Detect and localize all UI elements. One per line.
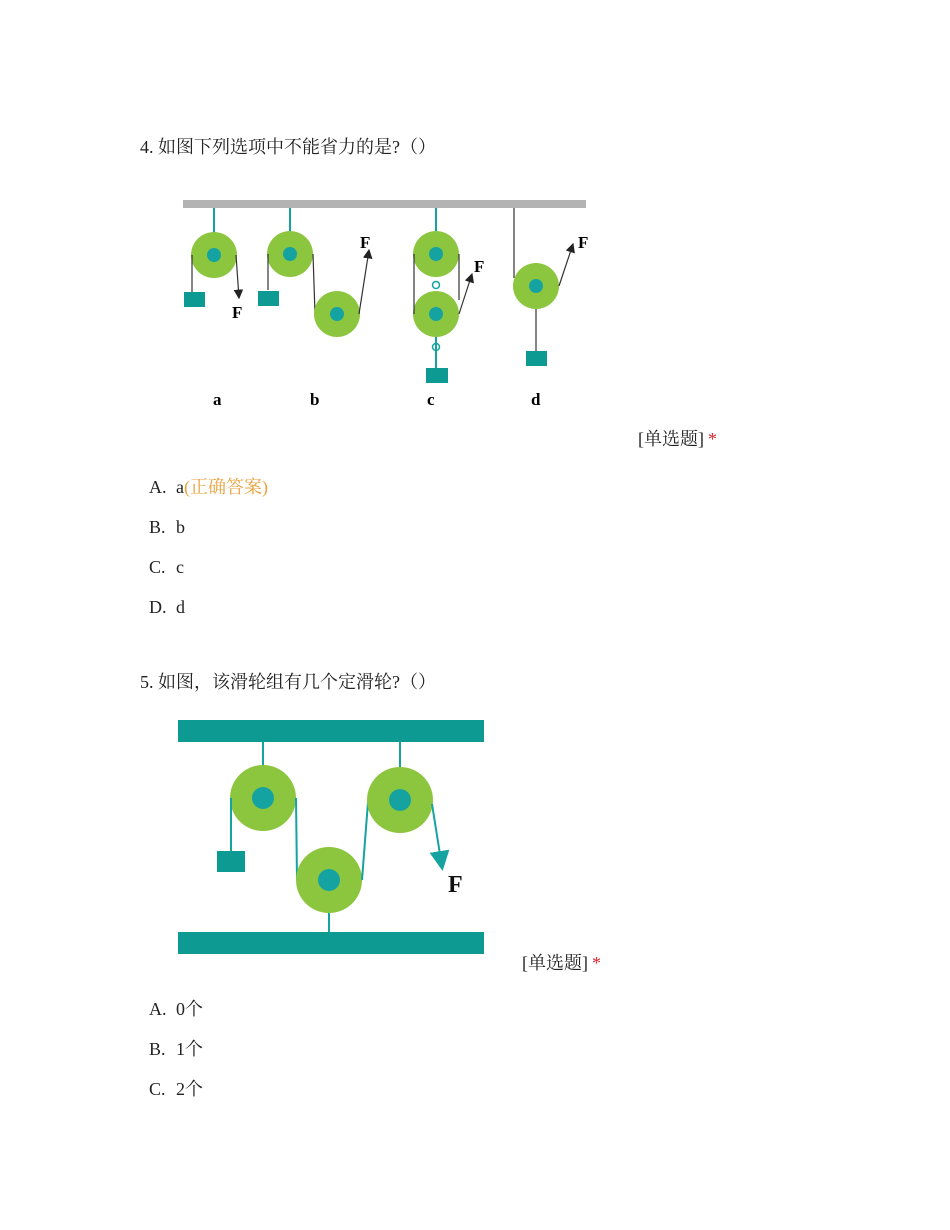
question-5-title — [140, 671, 436, 693]
pulley-system-d — [513, 208, 588, 366]
ceiling-beam — [183, 200, 586, 208]
pulley-system-c — [413, 208, 484, 383]
option-letter: B. — [149, 1039, 166, 1059]
top-beam — [178, 720, 484, 742]
question-4-option-d[interactable] — [149, 596, 185, 618]
label-b: b — [310, 390, 320, 409]
option-letter: D. — [149, 597, 167, 617]
question-4-option-b[interactable] — [149, 516, 185, 538]
option-text: c — [176, 557, 184, 577]
option-text: b — [176, 517, 185, 537]
required-mark: * — [708, 429, 717, 449]
question-5-figure — [170, 712, 500, 972]
option-text: 1个 — [176, 1039, 203, 1059]
label-d: d — [531, 390, 541, 409]
question-number: 4. — [140, 137, 154, 157]
pulley-system-a — [184, 208, 242, 322]
force-label: F — [474, 257, 485, 276]
question-4-type — [638, 428, 717, 450]
question-type-label: [单选题] — [638, 429, 704, 449]
option-letter: A. — [149, 999, 167, 1019]
pulley-options-diagram — [170, 190, 600, 420]
option-letter: A. — [149, 477, 167, 497]
question-type-label: [单选题] — [522, 953, 588, 973]
pulley-system-b — [258, 208, 370, 337]
option-text: d — [176, 597, 185, 617]
option-letter: C. — [149, 1079, 166, 1099]
question-text: 如图，该滑轮组有几个定滑轮?（） — [158, 672, 436, 692]
option-letter: C. — [149, 557, 166, 577]
force-label: F — [232, 303, 243, 322]
hanging-weight — [217, 851, 245, 872]
question-text: 如图下列选项中不能省力的是?（） — [158, 137, 436, 157]
question-4-option-a[interactable] — [149, 476, 268, 498]
label-a: a — [213, 390, 222, 409]
question-number: 5. — [140, 672, 154, 692]
bottom-beam — [178, 932, 484, 954]
question-4-option-c[interactable] — [149, 556, 184, 578]
question-5-option-b[interactable] — [149, 1038, 203, 1060]
question-4-title — [140, 136, 436, 158]
required-mark: * — [592, 953, 601, 973]
pulley-block-diagram — [170, 712, 500, 972]
force-label: F — [578, 233, 589, 252]
question-5-option-a[interactable] — [149, 998, 203, 1020]
option-text: 2个 — [176, 1079, 203, 1099]
force-label: F — [448, 872, 463, 898]
option-letter: B. — [149, 517, 166, 537]
option-text: 0个 — [176, 999, 203, 1019]
question-5-type — [522, 952, 601, 974]
correct-answer-tag: (正确答案) — [184, 477, 268, 497]
option-text: a — [176, 477, 184, 497]
question-5-option-c[interactable] — [149, 1078, 203, 1100]
question-4-figure — [170, 190, 600, 420]
label-c: c — [427, 390, 435, 409]
force-label: F — [360, 233, 371, 252]
